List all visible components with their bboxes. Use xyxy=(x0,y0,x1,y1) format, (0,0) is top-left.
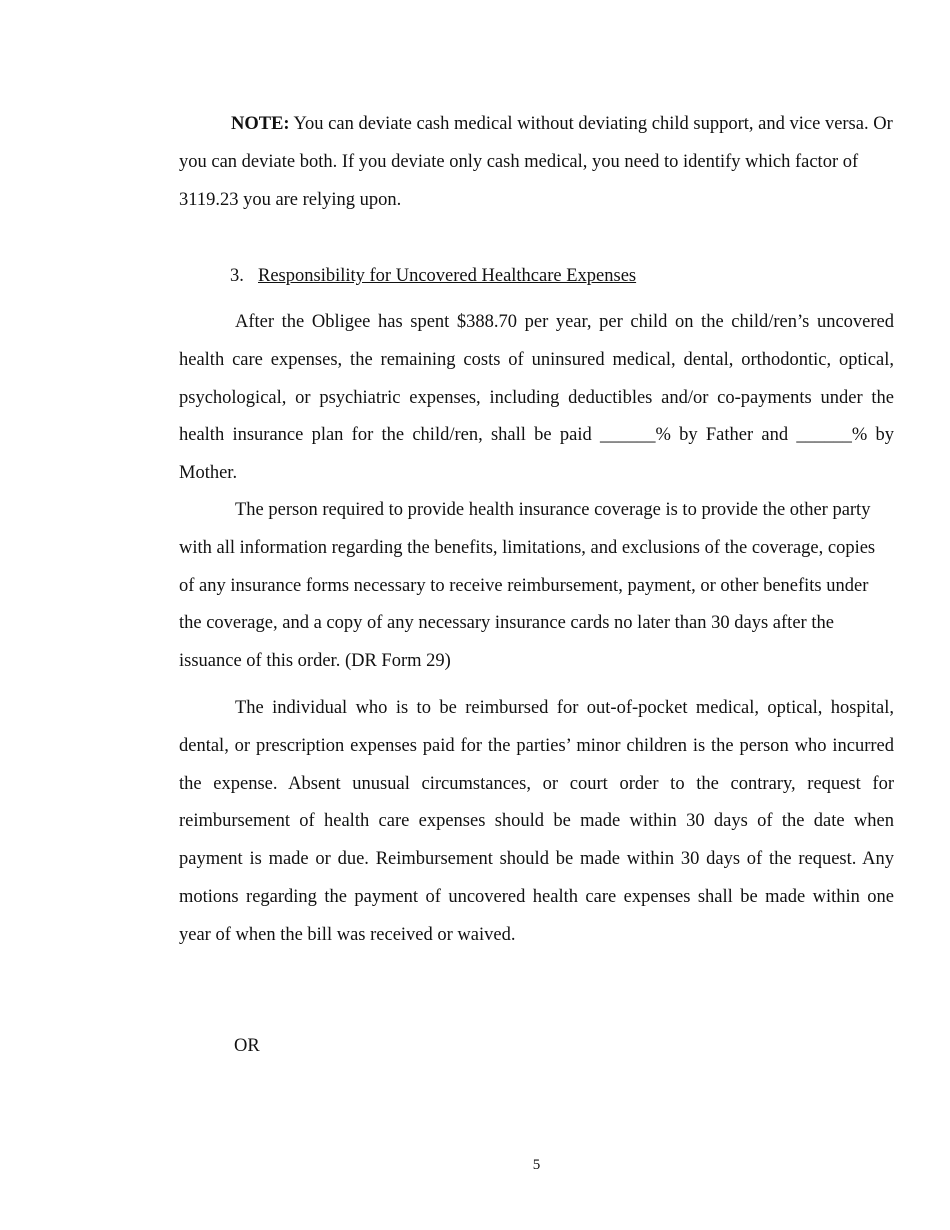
or-label: OR xyxy=(234,1036,260,1056)
obligee-paragraph xyxy=(179,304,894,493)
obligee-text: After the Obligee has spent $388.70 per year, per child on the child/ren’s uncovered health care expenses, the remaining costs of uninsured medical, dental, orthodontic, optical, psychological, or psychiatric expenses, including deductibles and/or co-payments under the health insurance plan for the child/ren, shall be paid ______% by Father and ______% by Mother. xyxy=(179,312,894,484)
reimbursement-paragraph xyxy=(179,690,894,955)
note-label: NOTE: xyxy=(231,114,290,134)
insurance-info-text: The person required to provide health insurance coverage is to provide the other party with all information regarding the benefits, limitations, and exclusions of the coverage, copies of any insurance forms necessary to receive reimbursement, payment, or other benefits under the coverage, and a copy of any necessary insurance cards no later than 30 days after the issuance of this order. (DR Form 29) xyxy=(179,500,876,672)
insurance-info-paragraph xyxy=(179,492,894,681)
section-heading xyxy=(230,262,636,290)
note-text: You can deviate cash medical without deviating child support, and vice versa. Or you can deviate both. If you deviate only cash medical, you need to identify which factor of 3119.23 you are relying upon. xyxy=(179,114,893,210)
section-title: Responsibility for Uncovered Healthcare Expenses xyxy=(258,266,637,286)
note-paragraph xyxy=(179,106,894,219)
section-number: 3. xyxy=(230,266,244,286)
reimbursement-text: The individual who is to be reimbursed for out-of-pocket medical, optical, hospital, dental, or prescription expenses paid for the parties’ minor children is the person who incurred the expense. Absent unusual circumstances, or court order to the contrary, request for reimbursement of health care expenses should be made within 30 days of the date when payment is made or due. Reimbursement should be made within 30 days of the request. Any motions regarding the payment of uncovered health care expenses shall be made within one year of when the bill was received or waived. xyxy=(179,698,894,945)
page-number: 5 xyxy=(532,1157,541,1173)
